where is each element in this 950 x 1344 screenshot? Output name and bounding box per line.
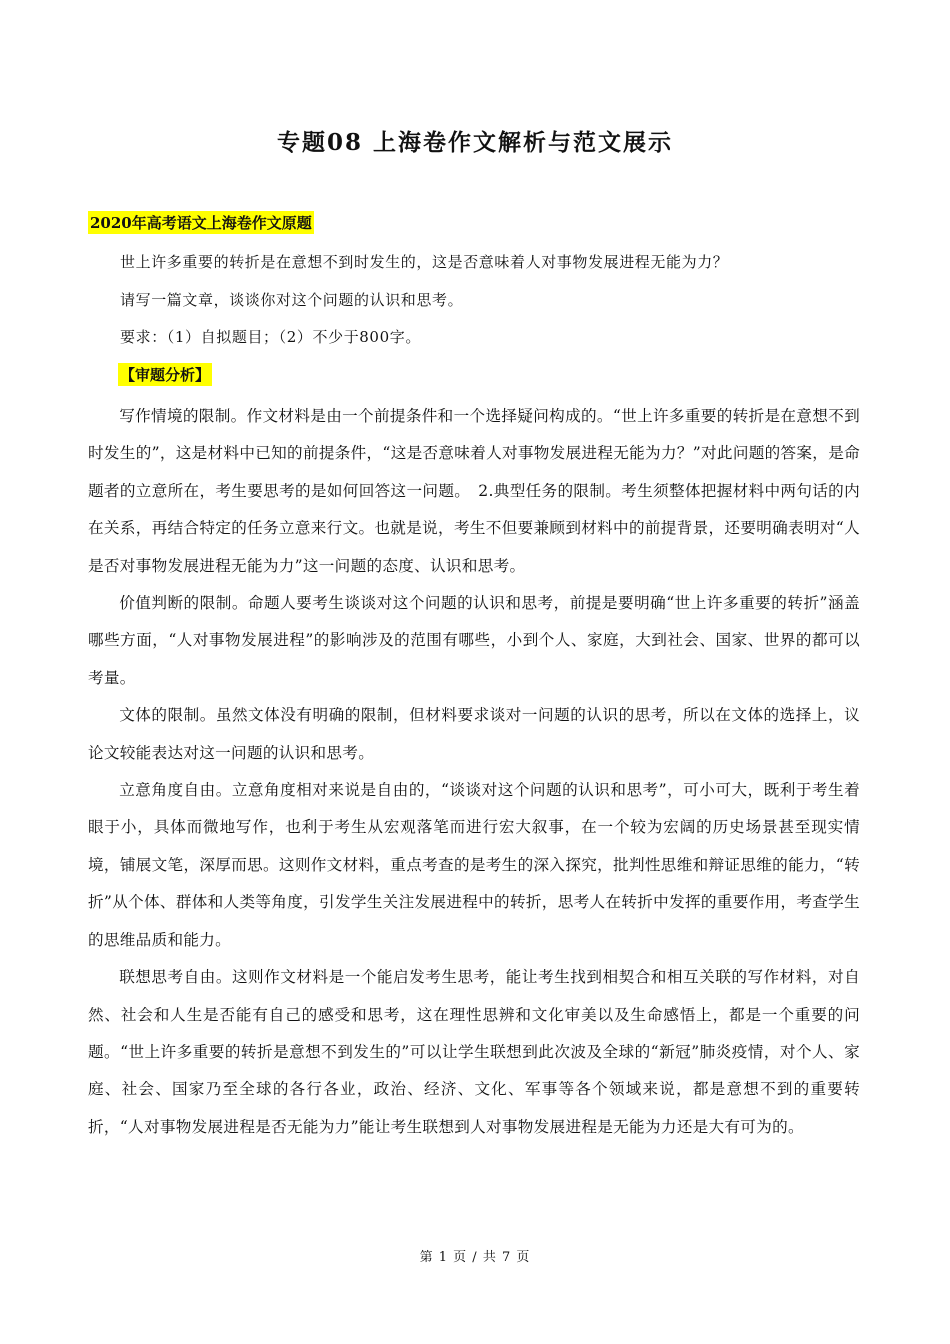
- footer-prefix: 第: [419, 1250, 434, 1265]
- page-title: 专题08 上海卷作文解析与范文展示: [276, 129, 673, 156]
- prompt-line-1: 世上许多重要的转折是在意想不到时发生的，这是否意味着人对事物发展进程无能为力？: [120, 253, 729, 271]
- footer-mid: 页 / 共: [453, 1250, 497, 1265]
- page-footer: [0, 1246, 950, 1265]
- analysis-label: 【审题分析】: [118, 363, 212, 386]
- paragraph-value-judgment: 价值判断的限制。命题人要考生谈谈对这个问题的认识和思考，前提是要明确“世上许多重要的转折”涵盖哪些方面，“人对事物发展进程”的影响涉及的范围有哪些，小到个人、家庭，大到社会、国家、世界的都可以考量。: [88, 594, 860, 687]
- footer-total-pages: 7: [501, 1250, 512, 1265]
- paragraph-theme-angle: 立意角度自由。立意角度相对来说是自由的，“谈谈对这个问题的认识和思考”，可小可大，既利于考生着眼于小，具体而微地写作，也利于考生从宏观落笔而进行宏大叙事，在一个较为宏阔的历史场景甚至现实情境，铺展文笔，深厚而思。这则作文材料，重点考查的是考生的深入探究，批判性思维和辩证思维的能力，“转折”从个体、群体和人类等角度，引发学生关注发展进程中的转折，思考人在转折中发挥的重要作用，考查学生的思维品质和能力。: [88, 781, 860, 949]
- paragraph-writing-context: 写作情境的限制。作文材料是由一个前提条件和一个选择疑问构成的。“世上许多重要的转折是在意想不到时发生的”，这是材料中已知的前提条件，“这是否意味着人对事物发展进程无能为力？”对此问题的答案，是命题者的立意所在，考生要思考的是如何回答这一问题。 2.典型任务的限制。考生须整体把握材料中两句话的内在关系，再结合特定的任务立意来行文。也就是说，考生不但要兼顾到材料中的前提背景，还要明确表明对“人是否对事物发展进程无能为力”这一问题的态度、认识和思考。: [88, 407, 860, 575]
- analysis-body: [88, 398, 860, 1146]
- prompt-line-2: 请写一篇文章，谈谈你对这个问题的认识和思考。: [120, 291, 464, 309]
- footer-suffix: 页: [516, 1250, 531, 1265]
- prompt-requirements: 要求：（1）自拟题目；（2）不少于800字。: [120, 328, 421, 346]
- paragraph-association: 联想思考自由。这则作文材料是一个能启发考生思考，能让考生找到相契合和相互关联的写作材料，对自然、社会和人生是否能有自己的感受和思考，这在理性思辨和文化审美以及生命感悟上，都是一个重要的问题。“世上许多重要的转折是意想不到发生的”可以让学生联想到此次波及全球的“新冠”肺炎疫情，对个人、家庭、社会、国家乃至全球的各行各业，政治、经济、文化、军事等各个领域来说，都是意想不到的重要转折，“人对事物发展进程是否无能为力”能让考生联想到人对事物发展进程是无能为力还是大有可为的。: [88, 968, 860, 1136]
- section-heading: 2020年高考语文上海卷作文原题: [88, 211, 314, 234]
- paragraph-genre: 文体的限制。虽然文体没有明确的限制，但材料要求谈对一问题的认识的思考，所以在文体的选择上，议论文较能表达对这一问题的认识和思考。: [88, 706, 860, 762]
- footer-current-page: 1: [438, 1250, 449, 1265]
